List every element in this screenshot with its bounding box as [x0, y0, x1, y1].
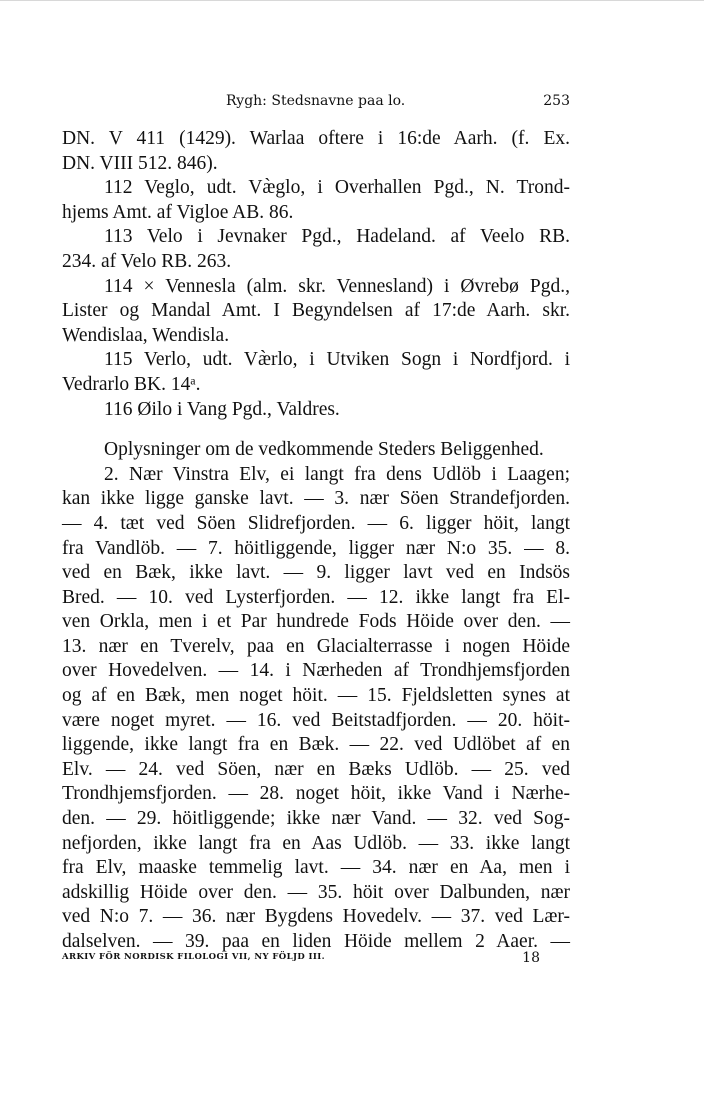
top-border: [0, 0, 704, 1]
text-line: Trondhjemsfjorden. — 28. noget höit, ikke Vand i Nærhe-: [62, 783, 570, 805]
text-line: dalselven. — 39. paa en liden Höide mellem 2 Aaer. —: [62, 931, 570, 952]
text-line: 13. nær en Tverelv, paa en Glacialterrasse i nogen Höide: [62, 635, 570, 657]
text-line: nefjorden, ikke langt fra en Aas Udlöb. — 33. ikke langt: [62, 832, 570, 854]
running-title: Rygh: Stedsnavne paa lo.: [226, 93, 406, 109]
sheet-number: 18: [522, 950, 540, 966]
text-line: Wendislaa, Wendisla.: [62, 324, 230, 346]
text-line: Oplysninger om de vedkommende Steders Beliggenhed.: [104, 439, 544, 461]
text-line: 114 × Vennesla (alm. skr. Vennesland) i Øvrebø Pgd.,: [104, 275, 570, 297]
text-line: 112 Veglo, udt. Væ̀glo, i Overhallen Pgd., N. Trond-: [104, 177, 570, 199]
page-footer: [62, 950, 570, 968]
text-line: ven Orkla, men i et Par hundrede Fods Höide over den. —: [62, 611, 570, 633]
text-line: DN. V 411 (1429). Warlaa oftere i 16:de Aarh. (f. Ex.: [62, 128, 570, 149]
paragraph-gap: [62, 422, 570, 438]
text-line: 234. af Velo RB. 263.: [62, 250, 232, 272]
text-line: være noget myret. — 16. ved Beitstadfjorden. — 20. höit-: [62, 709, 570, 731]
text-line: Bred. — 10. ved Lysterfjorden. — 12. ikke langt fra El-: [62, 586, 570, 608]
text-line: ved N:o 7. — 36. nær Bygdens Hovedelv. — 37. ved Lær-: [62, 906, 570, 928]
text-line: fra Elv, maaske temmelig lavt. — 34. nær en Aa, men i: [62, 857, 570, 879]
text-line: hjems Amt. af Vigloe AB. 86.: [62, 201, 294, 223]
text-line: Elv. — 24. ved Söen, nær en Bæks Udlöb. — 25. ved: [62, 758, 570, 780]
text-line: adskillig Höide over den. — 35. höit over Dalbunden, nær: [62, 881, 570, 903]
text-line: 2. Nær Vinstra Elv, ei langt fra dens Udlöb i Laagen;: [104, 463, 570, 485]
text-line: — 4. tæt ved Söen Slidrefjorden. — 6. ligger höit, langt: [62, 512, 570, 534]
text-line: Lister og Mandal Amt. I Begyndelsen af 17:de Aarh. skr.: [62, 300, 570, 322]
page-number: 253: [543, 93, 570, 109]
text-line: 116 Øilo i Vang Pgd., Valdres.: [104, 398, 340, 420]
text-line: 113 Velo i Jevnaker Pgd., Hadeland. af Veelo RB.: [104, 226, 570, 248]
signature-line: ARKIV FÖR NORDISK FILOLOGI VII, NY FÖLJD III.: [62, 952, 325, 962]
text-line: over Hovedelven. — 14. i Nærheden af Trondhjemsfjorden: [62, 660, 570, 682]
text-line: Vedrarlo BK. 14ᵃ.: [62, 373, 201, 395]
text-line: den. — 29. höitliggende; ikke nær Vand. — 32. ved Sog-: [62, 808, 570, 830]
text-line: 115 Verlo, udt. Væ̀rlo, i Utviken Sogn i Nordfjord. i: [104, 349, 570, 371]
text-line: og af en Bæk, men noget höit. — 15. Fjeldsletten synes at: [62, 685, 570, 707]
text-line: kan ikke ligge ganske lavt. — 3. nær Söen Strandefjorden.: [62, 488, 570, 510]
text-line: ved en Bæk, ikke lavt. — 9. ligger lavt ved en Indsös: [62, 562, 570, 584]
text-line: liggende, ikke langt fra en Bæk. — 22. ved Udlöbet af en: [62, 734, 570, 756]
text-line: fra Vandlöb. — 7. höitliggende, ligger nær N:o 35. — 8.: [62, 537, 570, 559]
body-text: [62, 127, 570, 955]
running-header: [62, 93, 570, 113]
text-line: DN. VIII 512. 846).: [62, 152, 218, 174]
